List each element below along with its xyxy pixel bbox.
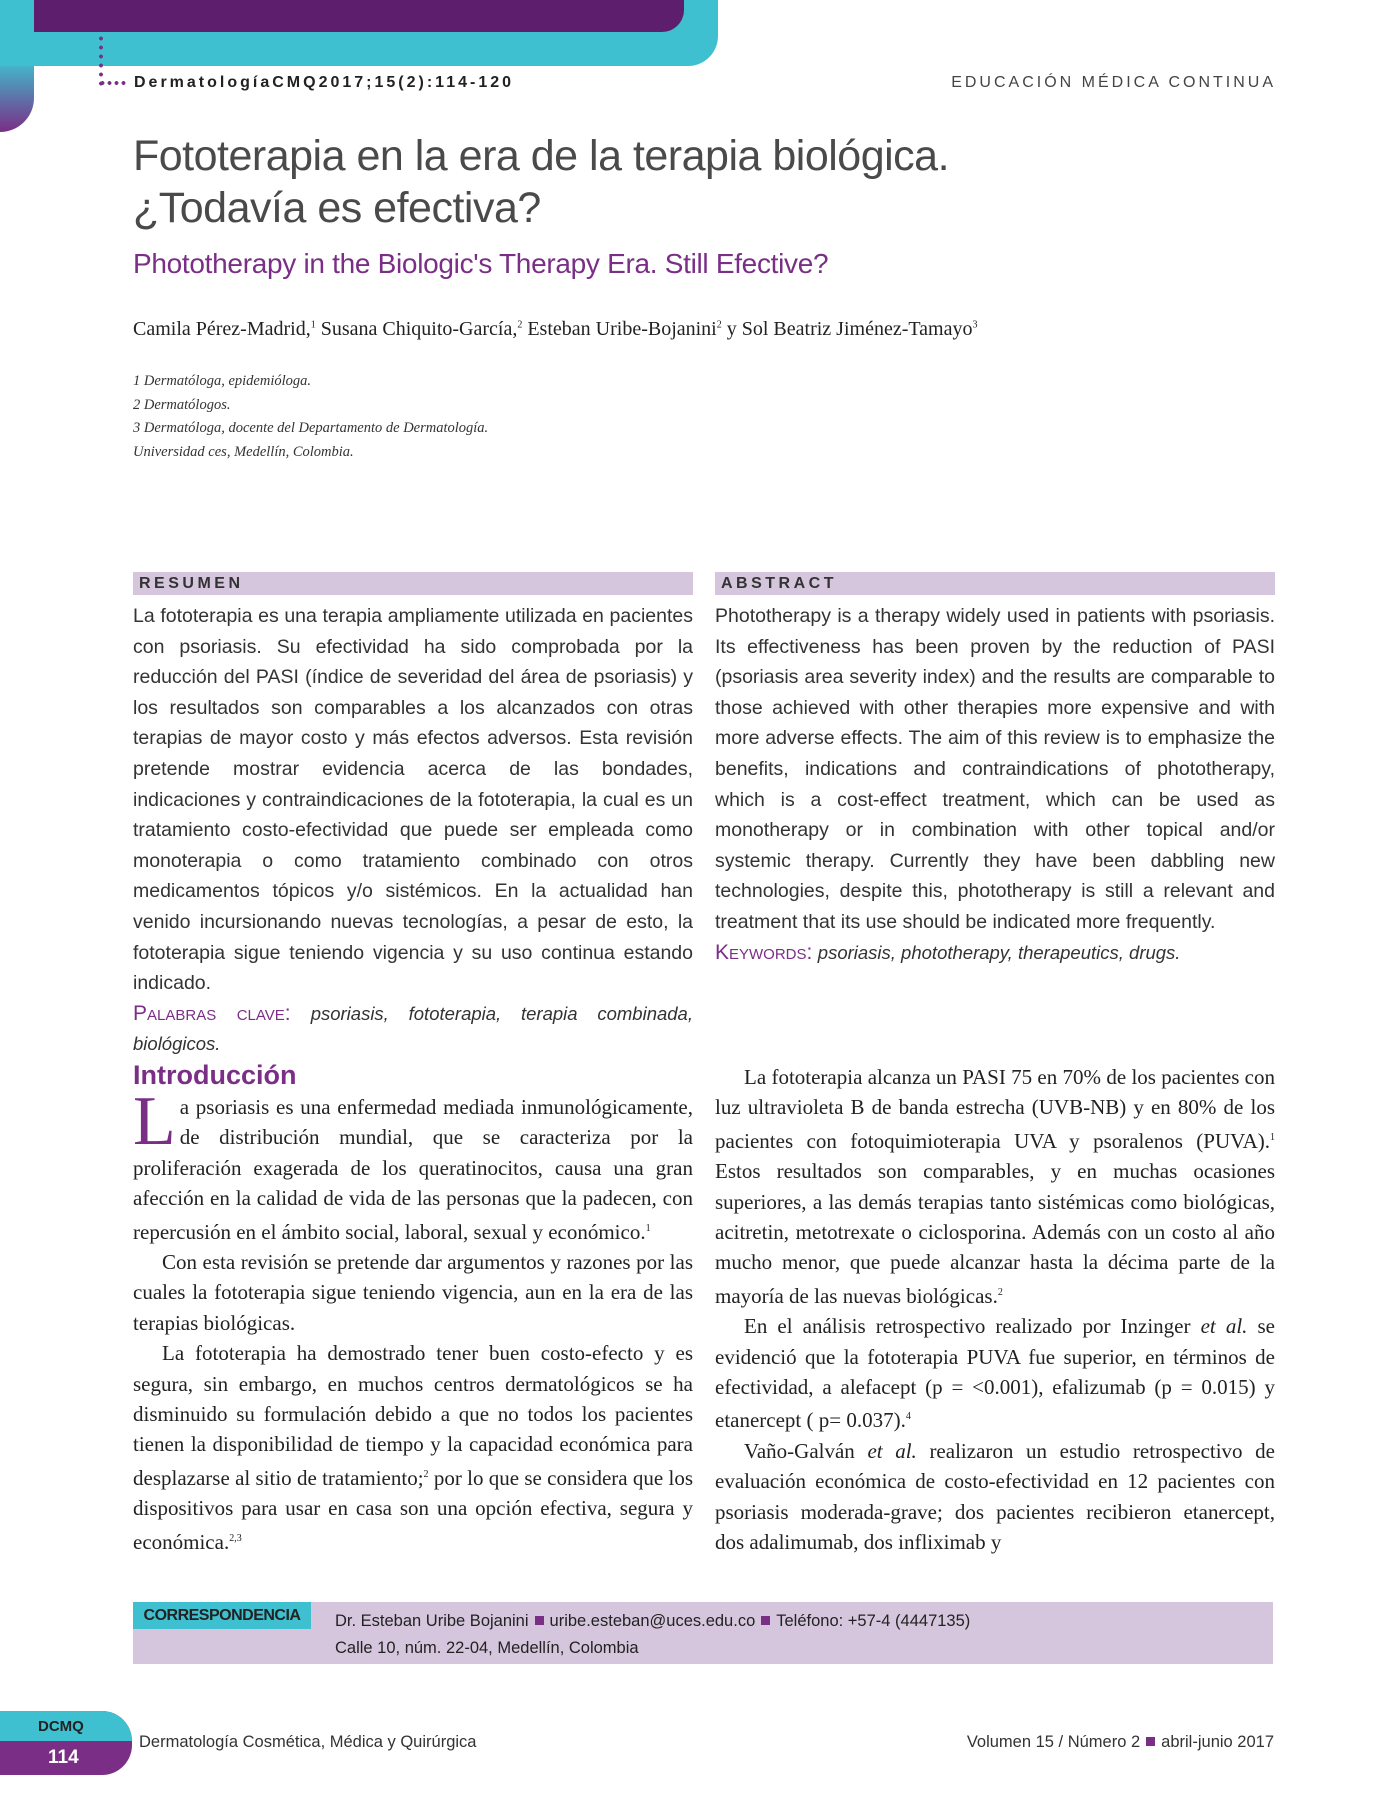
- author-sup: 2: [716, 319, 722, 331]
- paragraph: [715, 1436, 1275, 1558]
- abstract-keywords: psoriasis, phototherapy, therapeutics, drugs.: [817, 941, 1181, 963]
- correspondence-email[interactable]: uribe.esteban@uces.edu.co: [549, 1612, 756, 1630]
- et-al: et al.: [867, 1438, 917, 1463]
- correspondence-phone: Teléfono: +57-4 (4447135): [776, 1612, 971, 1630]
- affiliation-3: 3 Dermatóloga, docente del Departamento de Dermatología.: [133, 420, 489, 436]
- paragraph: [715, 1062, 1275, 1311]
- drop-cap: L: [133, 1083, 176, 1160]
- square-bullet-icon: [761, 1616, 770, 1625]
- author-name: Camila Pérez-Madrid,: [133, 318, 311, 340]
- citation: 4: [905, 1411, 911, 1423]
- abstract-section: [715, 572, 1275, 968]
- paragraph-text: a psoriasis es una enfermedad mediada inmunológicamente, de distribución mundial, que se caracteriza por la proliferación exagerada de los queratinocitos, causa una gran afección en la calidad de vida de las personas que la padecen, con repercusión en el ámbito social, laboral, sexual y económico.: [133, 1095, 693, 1244]
- citation: 2: [997, 1286, 1003, 1298]
- correspondence-name: Dr. Esteban Uribe Bojanini: [335, 1612, 529, 1630]
- affiliation-1: 1 Dermatóloga, epidemióloga.: [133, 373, 312, 389]
- paragraph-text: La fototerapia alcanza un PASI 75 en 70% de los pacientes con luz ultravioleta B de banda estrecha (UVB-NB) y en 80% de los pacientes con fotoquimioterapia UVA y psoralenos (PUVA).: [715, 1065, 1275, 1153]
- article-title: [133, 130, 1133, 234]
- paragraph: [715, 1311, 1275, 1436]
- paragraph: [133, 1338, 693, 1557]
- resumen-body: La fototerapia es una terapia ampliamente utilizada en pacientes con psoriasis. Su efectividad ha sido comprobada por la reducción del PASI (índice de severidad del área de psoriasis) y los resultados son comparables a los alcanzados con otras terapias de mayor costo y más efectos adversos. Esta revisión pretende mostrar evidencia acerca de las bondades, indicaciones y contraindicaciones de la fototerapia, la cual es un tratamiento costo-efectividad que puede ser empleada como monoterapia o como tratamiento combinado con otros medicamentos tópicos y/o sistémicos. En la actualidad han venido incursionando nuevas tecnologías, a pesar de esto, la fototerapia sigue teniendo vigencia y su uso continua estando indicado.: [133, 605, 693, 995]
- correspondence-contact: [335, 1612, 970, 1631]
- paragraph-text: La fototerapia ha demostrado tener buen costo-efecto y es segura, sin embargo, en muchos centros dermatológicos se ha disminuido su formulación debido a que no todos los pacientes tienen la disponibilidad de tiempo y la capacidad económica para desplazarse al sitio de tratamiento;: [133, 1341, 693, 1490]
- paragraph-text: En el análisis retrospectivo realizado por Inzinger: [744, 1314, 1201, 1339]
- author-name: y Sol Beatriz Jiménez-Tamayo: [721, 318, 973, 340]
- square-bullet-icon: [1146, 1737, 1155, 1746]
- correspondence-address: Calle 10, núm. 22-04, Medellín, Colombia: [335, 1639, 639, 1657]
- title-line-1: Fototerapia en la era de la terapia biológica.: [133, 132, 950, 180]
- abstract-heading: ABSTRACT: [715, 572, 1275, 595]
- author-sup: 2: [517, 319, 523, 331]
- citation: 2: [423, 1468, 429, 1480]
- citation: 1: [1270, 1131, 1275, 1143]
- resumen-keywords-label: Palabras clave:: [133, 1001, 291, 1025]
- paragraph-text: por lo que se considera que los dispositivos para usar en casa son una opción efectiva, segura y económica.: [133, 1465, 693, 1554]
- body-column-left: [133, 1058, 693, 1557]
- introduction-heading: Introducción: [133, 1060, 297, 1090]
- footer-issue: [967, 1733, 1274, 1752]
- affiliation-university: Universidad ces, Medellín, Colombia.: [133, 443, 354, 460]
- affiliations: [133, 370, 488, 464]
- author-name: Susana Chiquito-García,: [315, 318, 518, 340]
- resumen-heading: RESUMEN: [133, 572, 693, 595]
- section-label: EDUCACIÓN MÉDICA CONTINUA: [951, 74, 1276, 91]
- dotted-line-horizontal: [99, 80, 127, 86]
- dotted-line-vertical: [99, 34, 103, 86]
- et-al: et al.: [1200, 1314, 1248, 1339]
- footer-badge: DCMQ: [38, 1718, 84, 1735]
- article-subtitle: Phototherapy in the Biologic's Therapy Era. Still Efective?: [133, 248, 829, 279]
- abstract-body: Phototherapy is a therapy widely used in patients with psoriasis. Its effectiveness has been proven by the reduction of PASI (psoriasis area severity index) and the results are comparable to those achieved with other therapies more expensive and with more adverse effects. The aim of this review is to emphasize the benefits, indications and contraindications of phototherapy, which is a cost-effect treatment, which can be used as monotherapy or in combination with other topical and/or systemic therapy. Currently they have been dabbling new technologies, despite this, phototherapy is still a relevant and treatment that its use should be indicated more frequently.: [715, 605, 1275, 933]
- author-list: [133, 318, 978, 341]
- correspondence-label: CORRESPONDENCIA: [133, 1602, 311, 1629]
- resumen-section: [133, 572, 693, 1060]
- top-banner-purple: [34, 0, 684, 32]
- paragraph: [133, 1083, 693, 1247]
- resumen-keywords: psoriasis, fototerapia, terapia combinada, biológicos.: [133, 1002, 693, 1055]
- citation: 2,3: [229, 1532, 242, 1544]
- footer-journal-name: Dermatología Cosmética, Médica y Quirúrgica: [139, 1733, 477, 1751]
- correspondence-box: [133, 1602, 1273, 1664]
- author-name: Esteban Uribe-Bojanini: [522, 318, 717, 340]
- paragraph-text: Con esta revisión se pretende dar argumentos y razones por las cuales la fototerapia sigue teniendo vigencia, aun en la era de las terapias biológicas.: [133, 1250, 693, 1335]
- paragraph-text: Vaño-Galván: [744, 1438, 868, 1463]
- citation: 1: [645, 1222, 651, 1234]
- footer-volume: Volumen 15 / Número 2: [966, 1733, 1141, 1751]
- title-line-2: ¿Todavía es efectiva?: [133, 184, 541, 232]
- paragraph-text: Estos resultados son comparables, y en muchas ocasiones superiores, a las demás terapias tanto sistémicas como biológicas, acitretin, metotrexate o ciclosporina. Además con un costo al año mucho menor, que puede alcanzar hasta la décima parte de la mayoría de las nuevas biológicas.: [715, 1159, 1275, 1308]
- abstract-keywords-label: Keywords:: [715, 940, 813, 964]
- abstract-text: [715, 601, 1275, 968]
- page-number: 114: [48, 1747, 79, 1768]
- author-sup: 3: [972, 319, 978, 331]
- author-sup: 1: [310, 319, 316, 331]
- paragraph-text: se evidenció que la fototerapia PUVA fue superior, en términos de efectividad, a alefacept (p = <0.001), efalizumab (p = 0.015) y etanercept ( p= 0.037).: [715, 1314, 1275, 1433]
- footer-page-tab: [0, 1711, 132, 1775]
- footer-period: abril-junio 2017: [1161, 1733, 1274, 1751]
- square-bullet-icon: [535, 1616, 544, 1625]
- journal-reference: DermatologíaCMQ2017;15(2):114-120: [134, 74, 515, 91]
- resumen-text: [133, 601, 693, 1060]
- affiliation-2: 2 Dermatólogos.: [133, 396, 231, 413]
- paragraph: [133, 1247, 693, 1338]
- paragraph-text: realizaron un estudio retrospectivo de evaluación económica de costo-efectividad en 12 pacientes con psoriasis moderada-grave; dos pacientes recibieron etanercept, dos adalimumab, dos infliximab y: [715, 1438, 1276, 1555]
- body-column-right: [715, 1062, 1275, 1558]
